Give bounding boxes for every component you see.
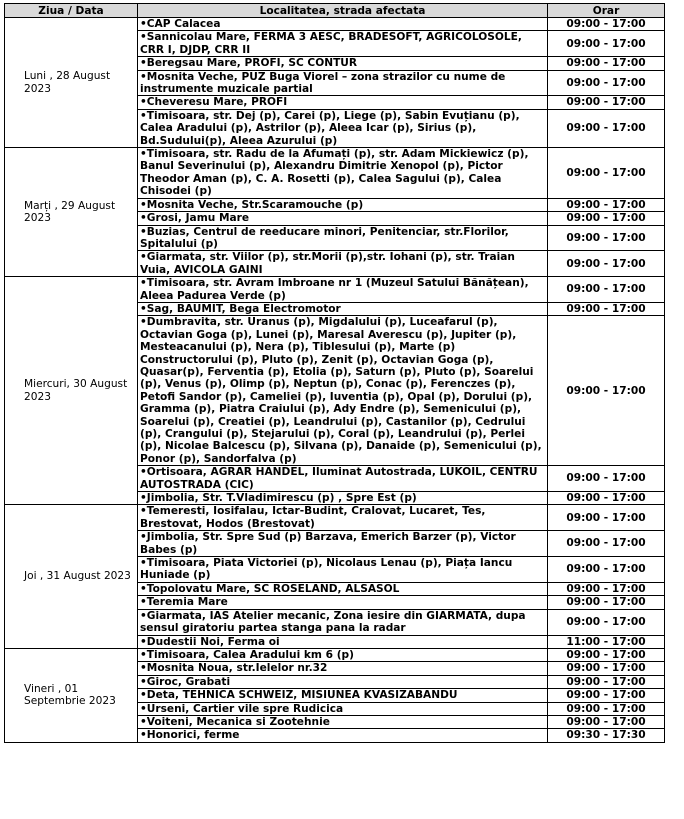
table-row: [5, 505, 665, 531]
location-cell: •Temeresti, Iosifalau, Ictar-Budint, Cralovat, Lucaret, Tes, Brestovat, Hodos (Brestovat): [138, 505, 548, 531]
hours-cell: 09:00 - 17:00: [548, 70, 665, 96]
table-row: [5, 648, 665, 661]
location-cell: •Deta, TEHNICA SCHWEIZ, MISIUNEA KVASIZABANDU: [138, 689, 548, 702]
location-cell: •Timisoara, Calea Aradului km 6 (p): [138, 648, 548, 661]
header-row: [5, 4, 665, 18]
hours-cell: 09:00 - 17:00: [548, 582, 665, 595]
location-cell: •Buzias, Centrul de reeducare minori, Penitenciar, str.Florilor, Spitalului (p): [138, 225, 548, 251]
location-cell: •Dudestii Noi, Ferma oi: [138, 635, 548, 648]
location-cell: •Urseni, Cartier vile spre Rudicica: [138, 702, 548, 715]
day-cell: Vineri , 01 Septembrie 2023: [5, 648, 138, 742]
hours-cell: 09:00 - 17:00: [548, 531, 665, 557]
hours-cell: 09:00 - 17:00: [548, 302, 665, 315]
hours-cell: 09:00 - 17:00: [548, 675, 665, 688]
location-cell: •Mosnita Veche, PUZ Buga Viorel – zona strazilor cu nume de instrumente muzicale partial: [138, 70, 548, 96]
hours-cell: 09:00 - 17:00: [548, 689, 665, 702]
location-cell: •Sag, BAUMIT, Bega Electromotor: [138, 302, 548, 315]
hours-cell: 09:00 - 17:00: [548, 277, 665, 303]
table-row: [5, 148, 665, 199]
day-cell: Luni , 28 August 2023: [5, 18, 138, 148]
hours-cell: 11:00 - 17:00: [548, 635, 665, 648]
location-cell: •Giarmata, str. Viilor (p), str.Morii (p),str. Iohani (p), str. Traian Vuia, AVICOLA GAINI: [138, 251, 548, 277]
location-cell: •Jimbolia, Str. T.Vladimirescu (p) , Spre Est (p): [138, 492, 548, 505]
hours-cell: 09:00 - 17:00: [548, 466, 665, 492]
location-cell: •Dumbravita, str. Uranus (p), Migdalului (p), Luceafarul (p), Octavian Goga (p), Lunei (p), Maresal Averescu (p), Jupiter (p), Mesteacanului (p), Nera (p), Tiblesului (p), Marte (p) Constructorului (p), Pluto (p), Zenit (p), Octavian Goga (p), Quasar(p), Ferventia (p), Etolia (p), Saturn (p), Pluto (p), Soarelui (p), Venus (p), Olimp (p), Neptun (p), Conac (p), Ferenczes (p), Petofi Sandor (p), Cameliei (p), Iuventia (p), Opal (p), Dorului (p), Gramma (p), Piatra Craiului (p), Ady Endre (p), Semenicului (p), Soarelui (p), Creatiei (p), Leandrului (p), Castanilor (p), Cedrului (p), Crangului (p), Stejarului (p), Coral (p), Leandrului (p), Perlei (p), Nicolae Balcescu (p), Silvana (p), Danaide (p), Semenicului (p), Ponor (p), Sandorfalva (p): [138, 316, 548, 466]
location-cell: •Honorici, ferme: [138, 729, 548, 742]
hours-cell: 09:00 - 17:00: [548, 609, 665, 635]
location-cell: •Grosi, Jamu Mare: [138, 212, 548, 225]
schedule-body: [5, 18, 665, 743]
location-cell: •Cheveresu Mare, PROFI: [138, 96, 548, 109]
hours-cell: 09:00 - 17:00: [548, 557, 665, 583]
outage-schedule-table: [4, 3, 665, 743]
hours-cell: 09:00 - 17:00: [548, 596, 665, 609]
location-cell: •Giroc, Grabati: [138, 675, 548, 688]
location-cell: •Timisoara, Piata Victoriei (p), Nicolaus Lenau (p), Piața Iancu Huniade (p): [138, 557, 548, 583]
location-cell: •Timisoara, str. Radu de la Afumați (p), str. Adam Mickiewicz (p), Banul Severinului (p), Alexandru Dimitrie Xenopol (p), Pictor Theodor Aman (p), C. A. Rosetti (p), Calea Sagului (p), Calea Chisodei (p): [138, 148, 548, 199]
hours-cell: 09:00 - 17:00: [548, 505, 665, 531]
day-cell: Marți , 29 August 2023: [5, 148, 138, 277]
location-cell: •Voiteni, Mecanica si Zootehnie: [138, 715, 548, 728]
hours-cell: 09:00 - 17:00: [548, 648, 665, 661]
hours-cell: 09:00 - 17:00: [548, 212, 665, 225]
day-cell: Joi , 31 August 2023: [5, 505, 138, 648]
hours-cell: 09:00 - 17:00: [548, 96, 665, 109]
location-cell: •Sannicolau Mare, FERMA 3 AESC, BRADESOFT, AGRICOLOSOLE, CRR I, DJDP, CRR II: [138, 31, 548, 57]
header-day: Ziua / Data: [5, 4, 138, 18]
location-cell: •Beregsau Mare, PROFI, SC CONTUR: [138, 57, 548, 70]
location-cell: •Ortisoara, AGRAR HANDEL, Iluminat Autostrada, LUKOIL, CENTRU AUTOSTRADA (CIC): [138, 466, 548, 492]
hours-cell: 09:00 - 17:00: [548, 225, 665, 251]
location-cell: •Topolovatu Mare, SC ROSELAND, ALSASOL: [138, 582, 548, 595]
table-row: [5, 277, 665, 303]
hours-cell: 09:00 - 17:00: [548, 31, 665, 57]
location-cell: •Jimbolia, Str. Spre Sud (p) Barzava, Emerich Barzer (p), Victor Babes (p): [138, 531, 548, 557]
hours-cell: 09:00 - 17:00: [548, 57, 665, 70]
hours-cell: 09:00 - 17:00: [548, 18, 665, 31]
header-location: Localitatea, strada afectata: [138, 4, 548, 18]
hours-cell: 09:00 - 17:00: [548, 662, 665, 675]
hours-cell: 09:30 - 17:30: [548, 729, 665, 742]
hours-cell: 09:00 - 17:00: [548, 109, 665, 147]
location-cell: •Mosnita Veche, Str.Scaramouche (p): [138, 198, 548, 211]
hours-cell: 09:00 - 17:00: [548, 251, 665, 277]
header-hours: Orar: [548, 4, 665, 18]
hours-cell: 09:00 - 17:00: [548, 715, 665, 728]
hours-cell: 09:00 - 17:00: [548, 316, 665, 466]
location-cell: •CAP Calacea: [138, 18, 548, 31]
location-cell: •Mosnita Noua, str.Ielelor nr.32: [138, 662, 548, 675]
location-cell: •Teremia Mare: [138, 596, 548, 609]
hours-cell: 09:00 - 17:00: [548, 702, 665, 715]
hours-cell: 09:00 - 17:00: [548, 148, 665, 199]
location-cell: •Giarmata, IAS Atelier mecanic, Zona iesire din GIARMATA, dupa sensul giratoriu partea stanga pana la radar: [138, 609, 548, 635]
hours-cell: 09:00 - 17:00: [548, 198, 665, 211]
hours-cell: 09:00 - 17:00: [548, 492, 665, 505]
table-row: [5, 18, 665, 31]
day-cell: Miercuri, 30 August 2023: [5, 277, 138, 505]
location-cell: •Timisoara, str. Dej (p), Carei (p), Liege (p), Sabin Evuțianu (p), Calea Aradului (p), Astrilor (p), Aleea Icar (p), Sirius (p), Bd.Sudului(p), Aleea Azurului (p): [138, 109, 548, 147]
location-cell: •Timisoara, str. Avram Imbroane nr 1 (Muzeul Satului Bănățean), Aleea Padurea Verde (p): [138, 277, 548, 303]
